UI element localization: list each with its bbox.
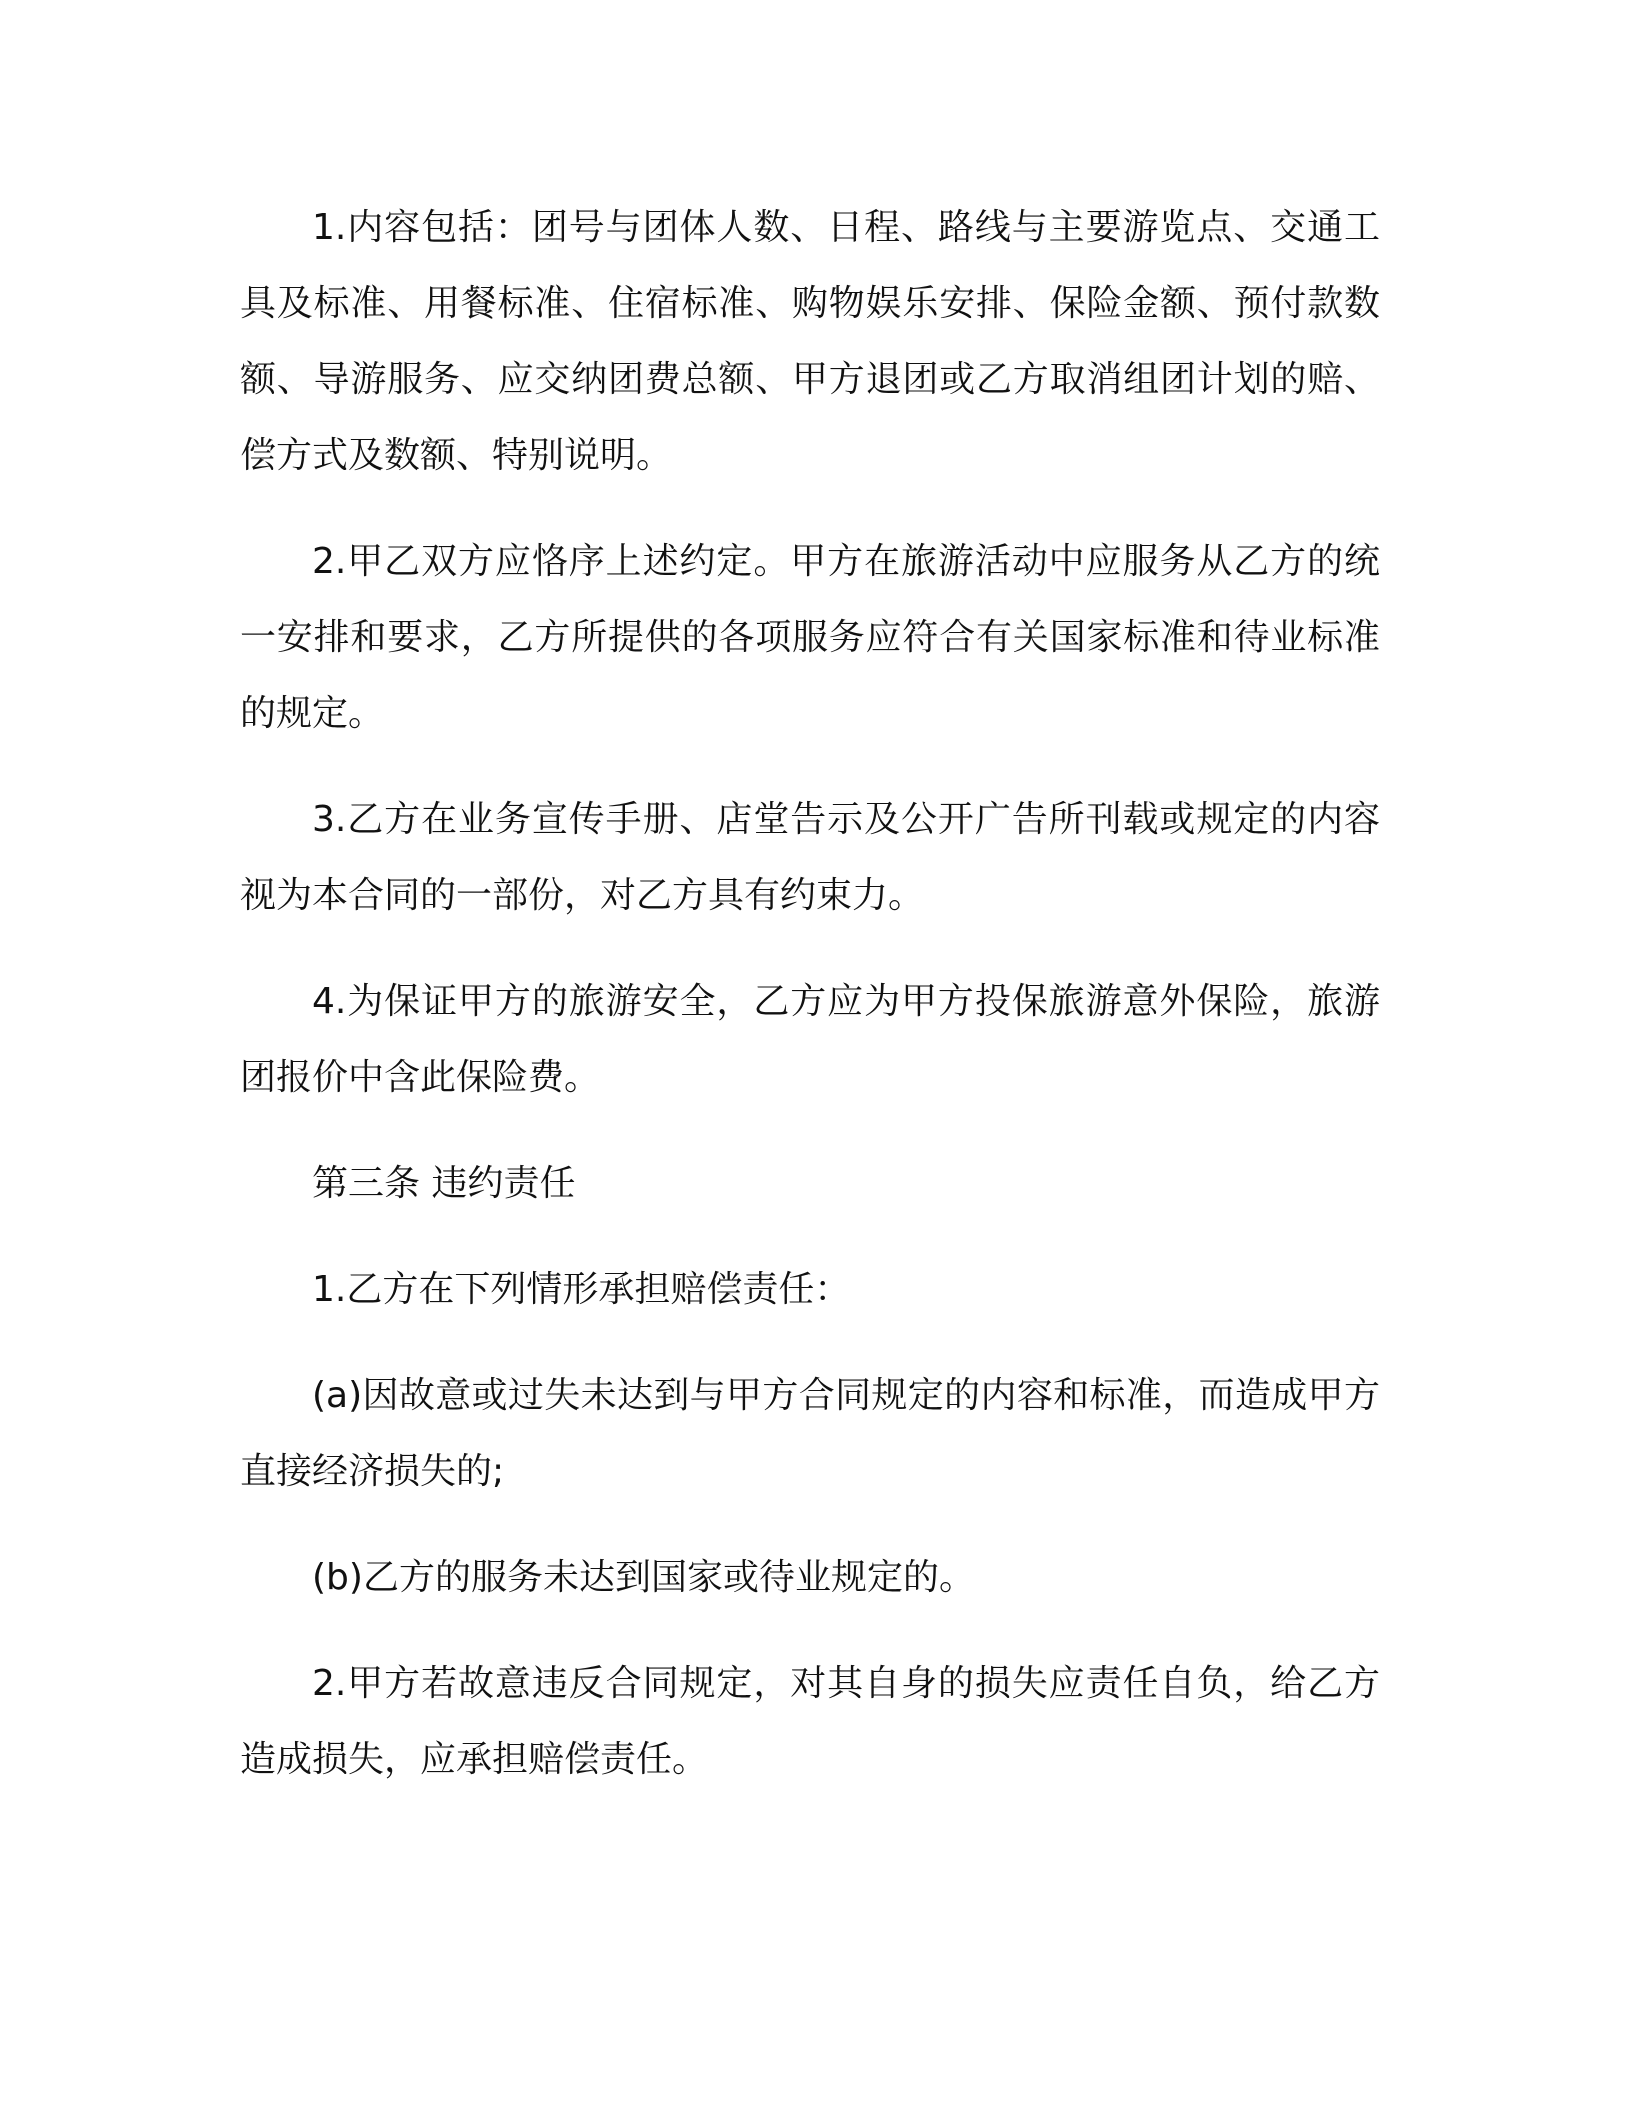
clause-compliance: 2.甲乙双方应恪序上述约定。甲方在旅游活动中应服务从乙方的统一安排和要求，乙方所提供的各项服务应符合有关国家标准和待业标准的规定。 — [240, 541, 1380, 734]
clause-content-list: 1.内容包括：团号与团体人数、日程、路线与主要游览点、交通工具及标准、用餐标准、住宿标准、购物娱乐安排、保险金额、预付款数额、导游服务、应交纳团费总额、甲方退团或乙方取消组团计划的赔、偿方式及数额、特别说明。 — [240, 207, 1380, 476]
clause-liability-b: (b)乙方的服务未达到国家或待业规定的。 — [312, 1557, 975, 1598]
clause-advertising: 3.乙方在业务宣传手册、店堂告示及公开广告所刊载或规定的内容视为本合同的一部份，对乙方具有约束力。 — [240, 799, 1380, 916]
clause-liability-intro: 1.乙方在下列情形承担赔偿责任： — [312, 1269, 851, 1310]
clause-party-a-liability: 2.甲方若故意违反合同规定，对其自身的损失应责任自负，给乙方造成损失，应承担赔偿责任。 — [240, 1663, 1380, 1780]
article-heading: 第三条 违约责任 — [312, 1163, 576, 1204]
document-page — [240, 190, 1380, 1828]
clause-liability-a: (a)因故意或过失未达到与甲方合同规定的内容和标准，而造成甲方直接经济损失的; — [240, 1375, 1380, 1492]
clause-insurance: 4.为保证甲方的旅游安全，乙方应为甲方投保旅游意外保险，旅游团报价中含此保险费。 — [240, 981, 1380, 1098]
